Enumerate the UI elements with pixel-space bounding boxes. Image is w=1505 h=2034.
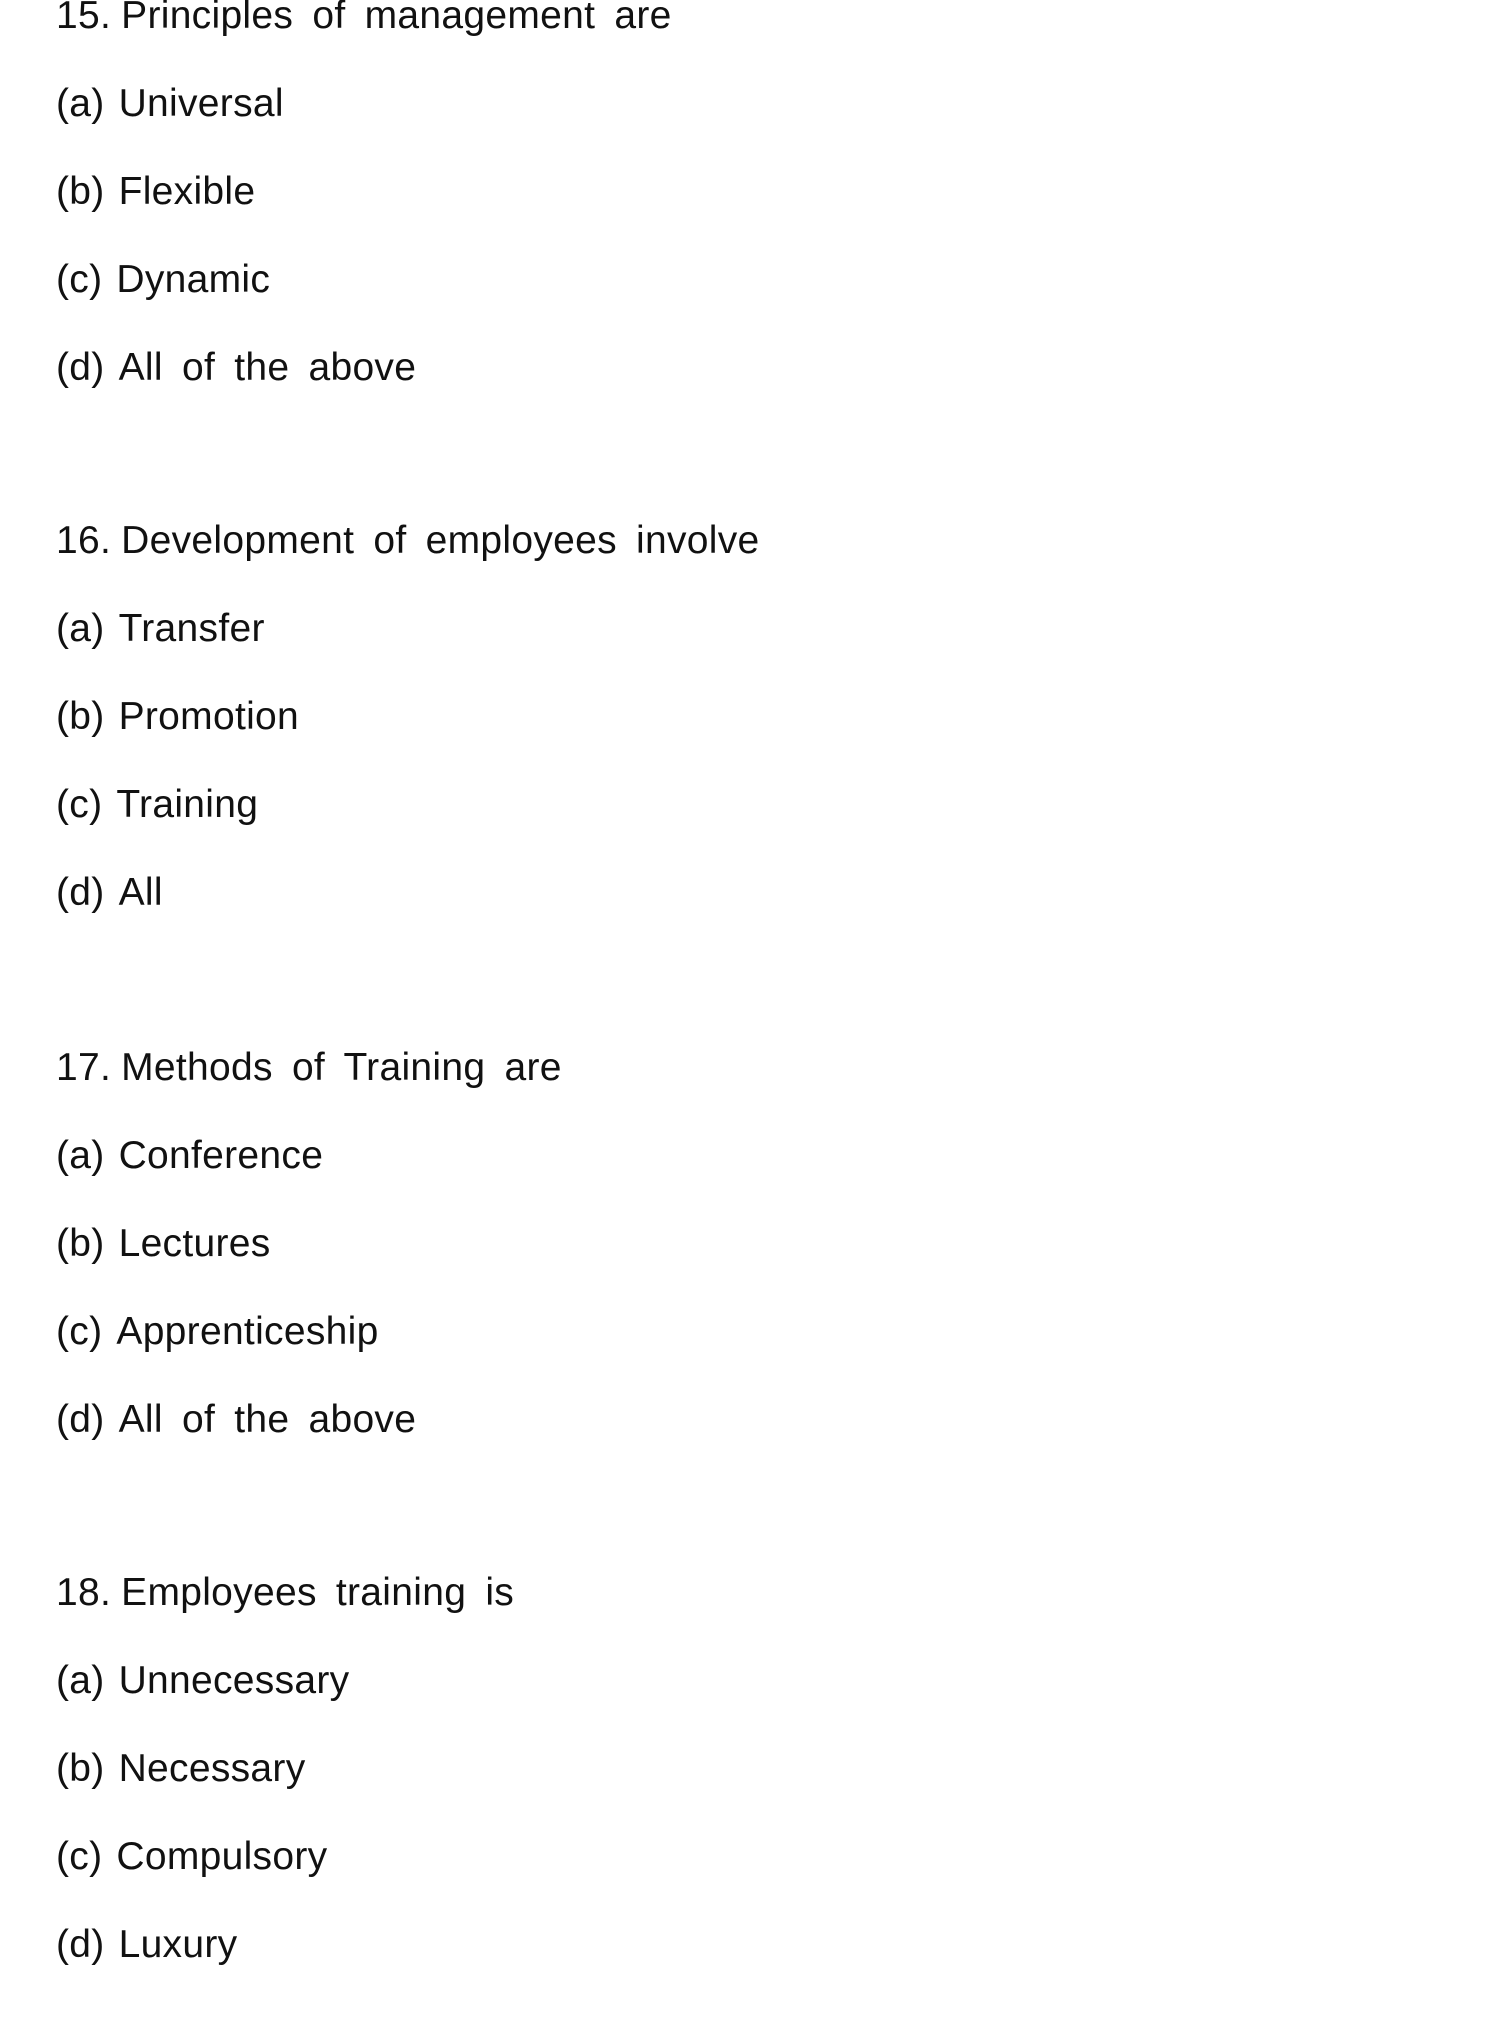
option-letter: (a)	[56, 1659, 105, 1702]
option-c	[56, 236, 1456, 324]
option-letter: (a)	[56, 1134, 105, 1177]
option-text: Universal	[118, 82, 284, 125]
option-text: Luxury	[118, 1923, 238, 1966]
question-stem	[56, 1549, 1456, 1637]
option-text: Transfer	[118, 607, 265, 650]
option-text: All of the above	[118, 346, 417, 389]
option-text: Unnecessary	[118, 1659, 350, 1702]
option-d	[56, 1376, 1456, 1464]
option-text: Dynamic	[116, 258, 271, 301]
option-d	[56, 1901, 1456, 1989]
option-letter: (d)	[56, 1398, 105, 1441]
option-letter: (b)	[56, 1747, 105, 1790]
option-b	[56, 673, 1456, 761]
question-16	[56, 497, 1456, 937]
question-15	[56, 0, 1456, 412]
question-text: Development of employees involve	[121, 519, 760, 562]
option-text: All	[118, 871, 163, 914]
option-text: Lectures	[118, 1222, 271, 1265]
option-d	[56, 324, 1456, 412]
option-letter: (b)	[56, 170, 105, 213]
option-c	[56, 761, 1456, 849]
option-d	[56, 849, 1456, 937]
option-text: Conference	[118, 1134, 324, 1177]
option-text: Compulsory	[116, 1835, 328, 1878]
question-number: 18.	[56, 1571, 112, 1614]
option-text: Training	[116, 783, 259, 826]
question-text: Principles of management are	[121, 0, 672, 37]
question-text: Employees training is	[121, 1571, 515, 1614]
option-letter: (a)	[56, 82, 105, 125]
option-text: Apprenticeship	[116, 1310, 379, 1353]
option-a	[56, 1637, 1456, 1725]
question-number: 17.	[56, 1046, 112, 1089]
option-letter: (d)	[56, 871, 105, 914]
option-letter: (c)	[56, 783, 103, 826]
question-stem	[56, 1024, 1456, 1112]
option-text: All of the above	[118, 1398, 417, 1441]
option-a	[56, 1112, 1456, 1200]
option-letter: (c)	[56, 258, 103, 301]
option-b	[56, 148, 1456, 236]
option-text: Flexible	[118, 170, 256, 213]
option-c	[56, 1288, 1456, 1376]
option-b	[56, 1200, 1456, 1288]
option-text: Necessary	[118, 1747, 306, 1790]
question-number: 16.	[56, 519, 112, 562]
option-c	[56, 1813, 1456, 1901]
question-text: Methods of Training are	[121, 1046, 562, 1089]
question-stem	[56, 0, 1456, 60]
option-letter: (b)	[56, 695, 105, 738]
option-letter: (a)	[56, 607, 105, 650]
question-18	[56, 1549, 1456, 1989]
question-number: 15.	[56, 0, 112, 37]
question-stem	[56, 497, 1456, 585]
question-17	[56, 1024, 1456, 1464]
option-b	[56, 1725, 1456, 1813]
option-letter: (d)	[56, 1923, 105, 1966]
option-letter: (d)	[56, 346, 105, 389]
option-letter: (c)	[56, 1835, 103, 1878]
option-letter: (b)	[56, 1222, 105, 1265]
option-text: Promotion	[118, 695, 300, 738]
option-letter: (c)	[56, 1310, 103, 1353]
option-a	[56, 585, 1456, 673]
option-a	[56, 60, 1456, 148]
